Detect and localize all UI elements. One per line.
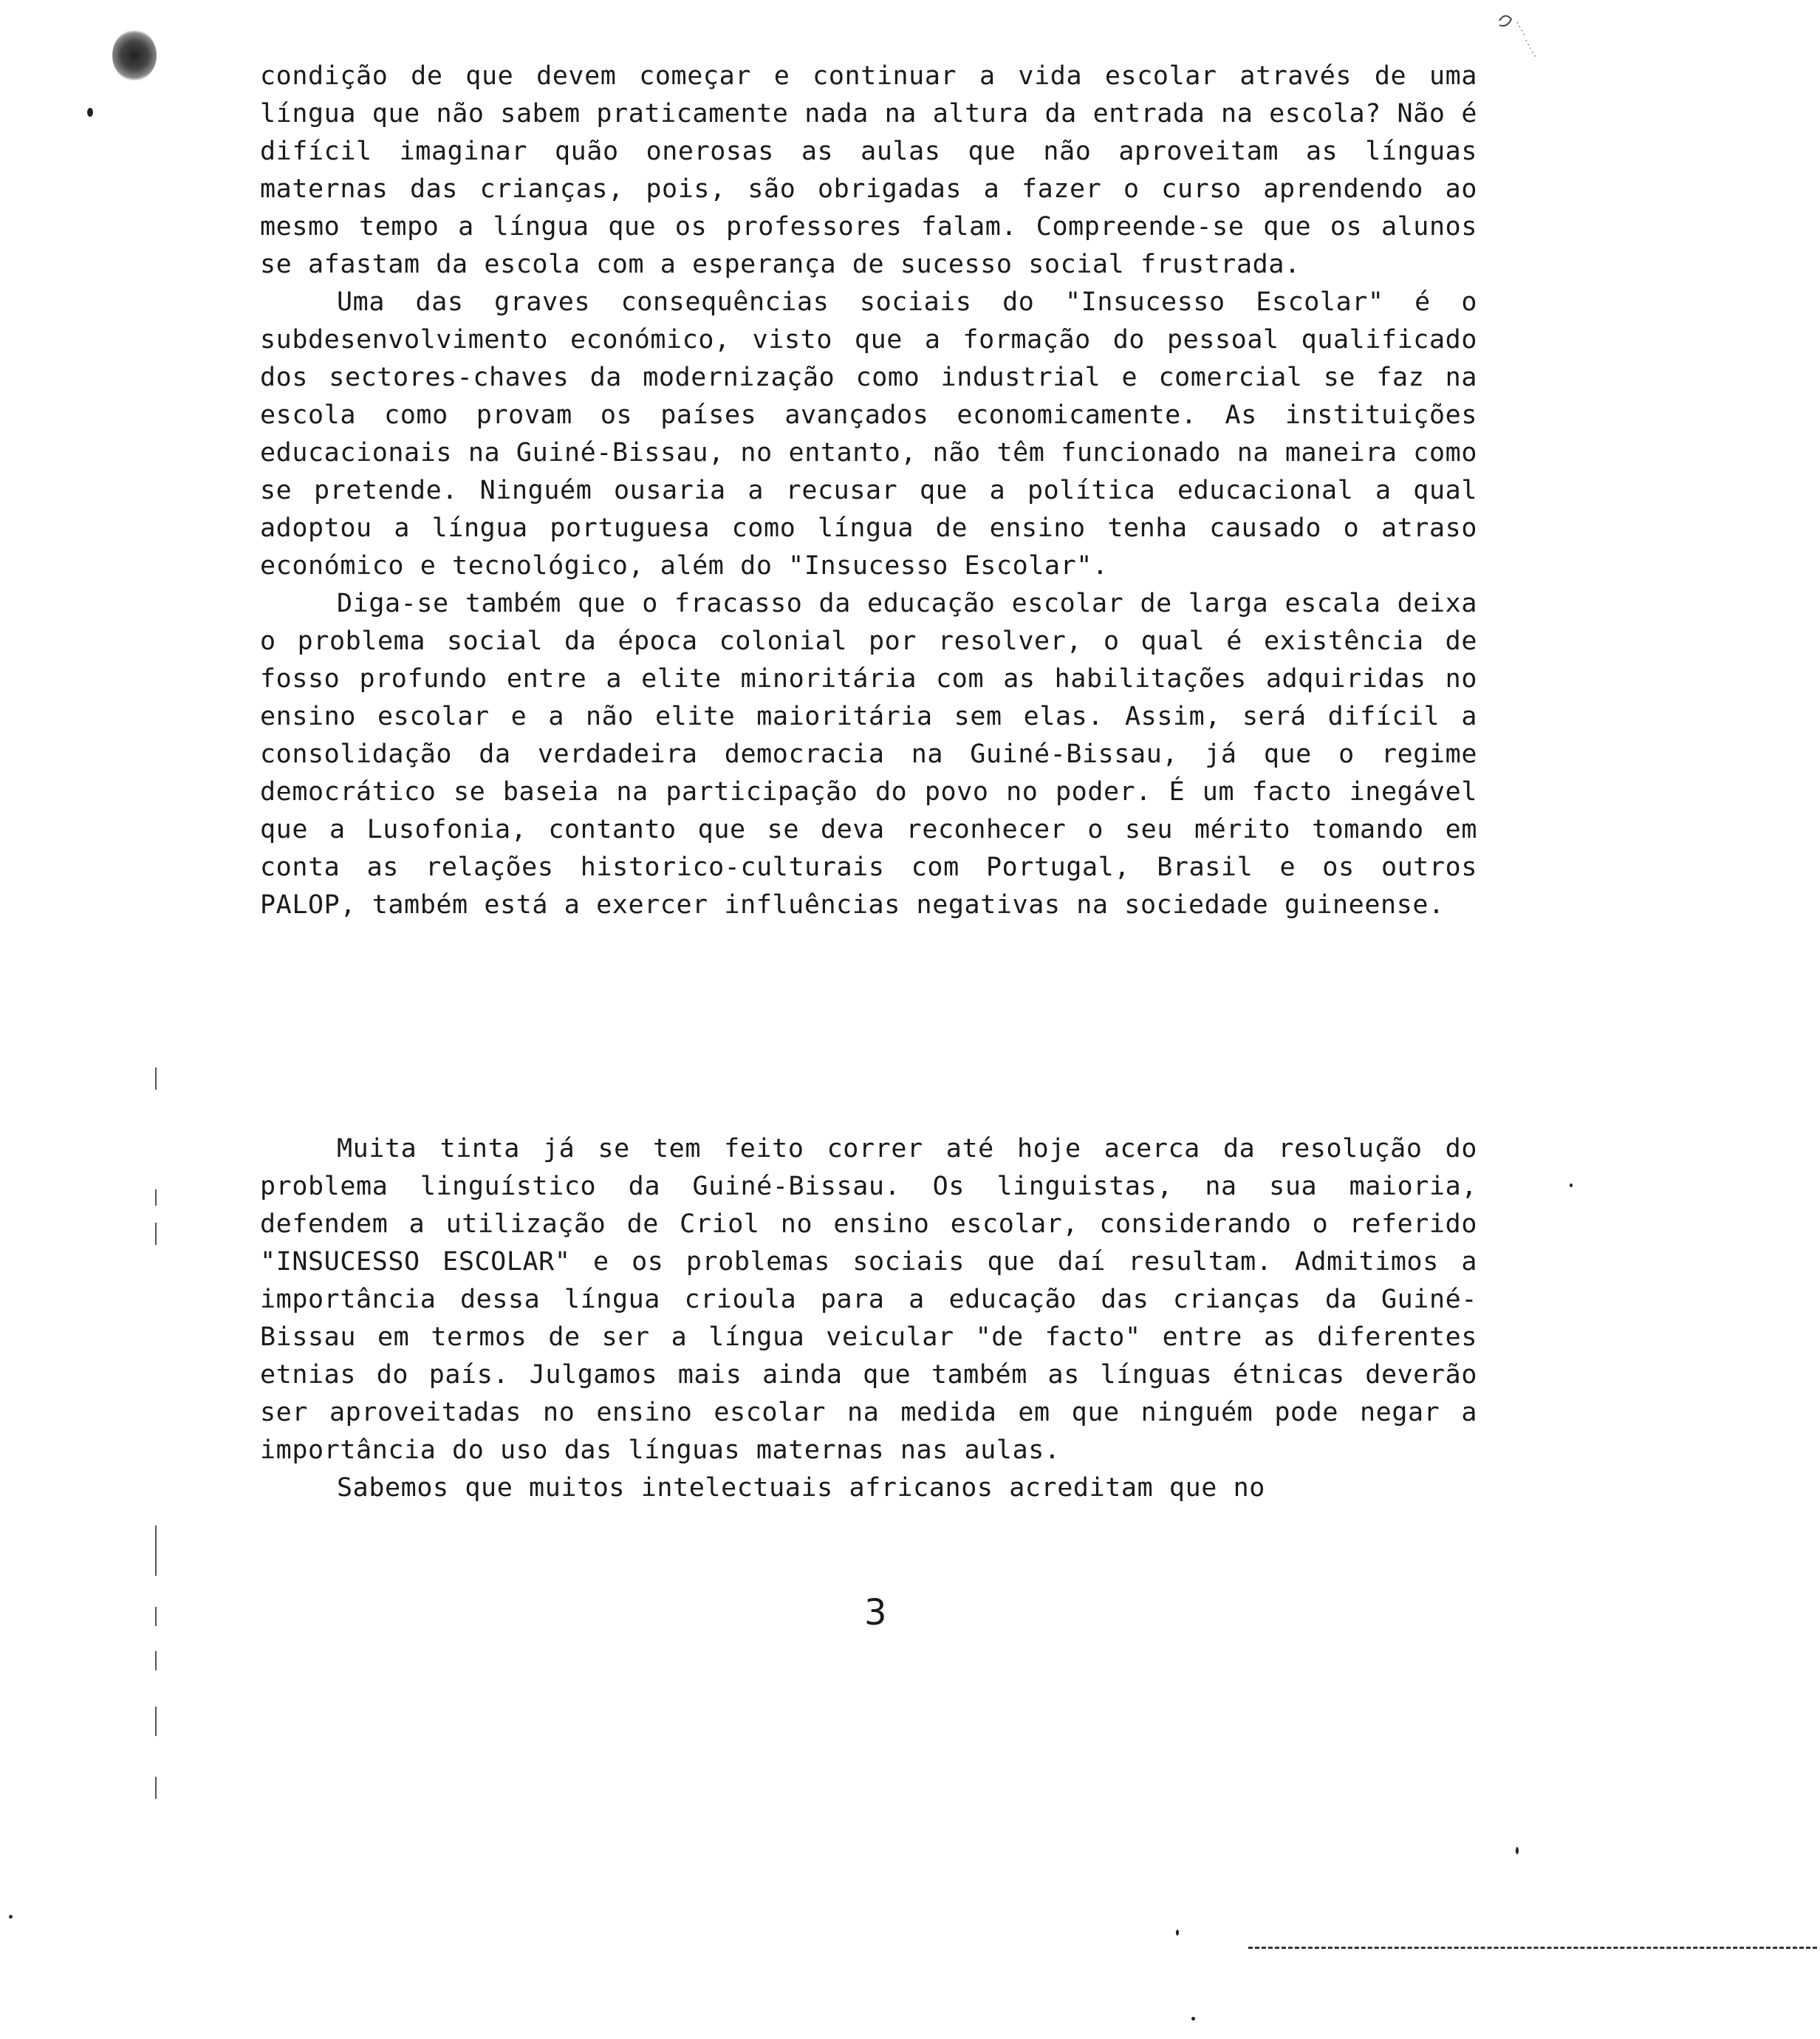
- paragraph: Uma das graves consequências sociais do "Insucesso Escolar" é o subdesenvolvimento económico, visto que a formação do pessoal qualificado dos sectores-chaves da modernização como industrial e comercial se faz na escola como provam os países avançados economicamente. As instituições educacionais na Guiné-Bissau, no entanto, não têm funcionado na maneira como se pretende. Ninguém ousaria a recusar que a política educacional a qual adoptou a língua portuguesa como língua de ensino tenha causado o atraso económico e tecnológico, além do "Insucesso Escolar".: [260, 287, 1477, 581]
- paragraph: Sabemos que muitos intelectuais africanos acreditam que no: [337, 1473, 1265, 1503]
- text-section-top: [260, 58, 1477, 924]
- ink-speck: [1176, 1930, 1179, 1936]
- page-number: 3: [864, 1592, 887, 1633]
- paragraph: Muita tinta já se tem feito correr até hoje acerca da resolução do problema linguístico da Guiné-Bissau. Os linguistas, na sua maioria, defendem a utilização de Criol no ensino escolar, considerando o referido "INSUCESSO ESCOLAR" e os problemas sociais que daí resultam. Admitimos a importância dessa língua crioula para a educação das crianças da Guiné-Bissau em termos de ser a língua veicular "de facto" entre as diferentes etnias do país. Julgamos mais ainda que também as línguas étnicas deverão ser aproveitadas no ensino escolar na medida em que ninguém pode negar a importância do uso das línguas maternas nas aulas.: [260, 1134, 1477, 1465]
- margin-mark: [155, 1707, 157, 1736]
- margin-mark: [155, 1189, 157, 1206]
- punch-hole: [112, 30, 157, 81]
- margin-mark: [155, 1068, 157, 1090]
- text-section-bottom: [260, 1130, 1477, 1507]
- margin-mark: [155, 1607, 157, 1626]
- ink-speck: [1570, 1184, 1573, 1187]
- paragraph: Diga-se também que o fracasso da educação escolar de larga escala deixa o problema social da época colonial por resolver, o qual é existência de fosso profundo entre a elite minoritária com as habilitações adquiridas no ensino escolar e a não elite maioritária sem elas. Assim, será difícil a consolidação da verdadeira democracia na Guiné-Bissau, já que o regime democrático se baseia na participação do povo no poder. É um facto inegável que a Lusofonia, contanto que se deva reconhecer o seu mérito tomando em conta as relações historico-culturais com Portugal, Brasil e os outros PALOP, também está a exercer influências negativas na sociedade guineense.: [260, 589, 1477, 920]
- margin-mark: [155, 1526, 157, 1576]
- corner-scribble: [1492, 6, 1544, 58]
- ink-speck: [1516, 1847, 1519, 1854]
- ink-speck: [87, 108, 93, 117]
- margin-mark: [155, 1223, 157, 1245]
- margin-mark: [155, 1777, 157, 1799]
- margin-mark: [155, 1651, 157, 1670]
- ink-speck: [9, 1915, 13, 1919]
- paragraph: condição de que devem começar e continuar a vida escolar através de uma língua que não sabem praticamente nada na altura da entrada na escola? Não é difícil imaginar quão onerosas as aulas que não aproveitam as línguas maternas das crianças, pois, são obrigadas a fazer o curso aprendendo ao mesmo tempo a língua que os professores falam. Compreende-se que os alunos se afastam da escola com a esperança de sucesso social frustrada.: [260, 61, 1477, 279]
- ink-speck: [1191, 2017, 1195, 2021]
- dashed-line: [1248, 1947, 1817, 1949]
